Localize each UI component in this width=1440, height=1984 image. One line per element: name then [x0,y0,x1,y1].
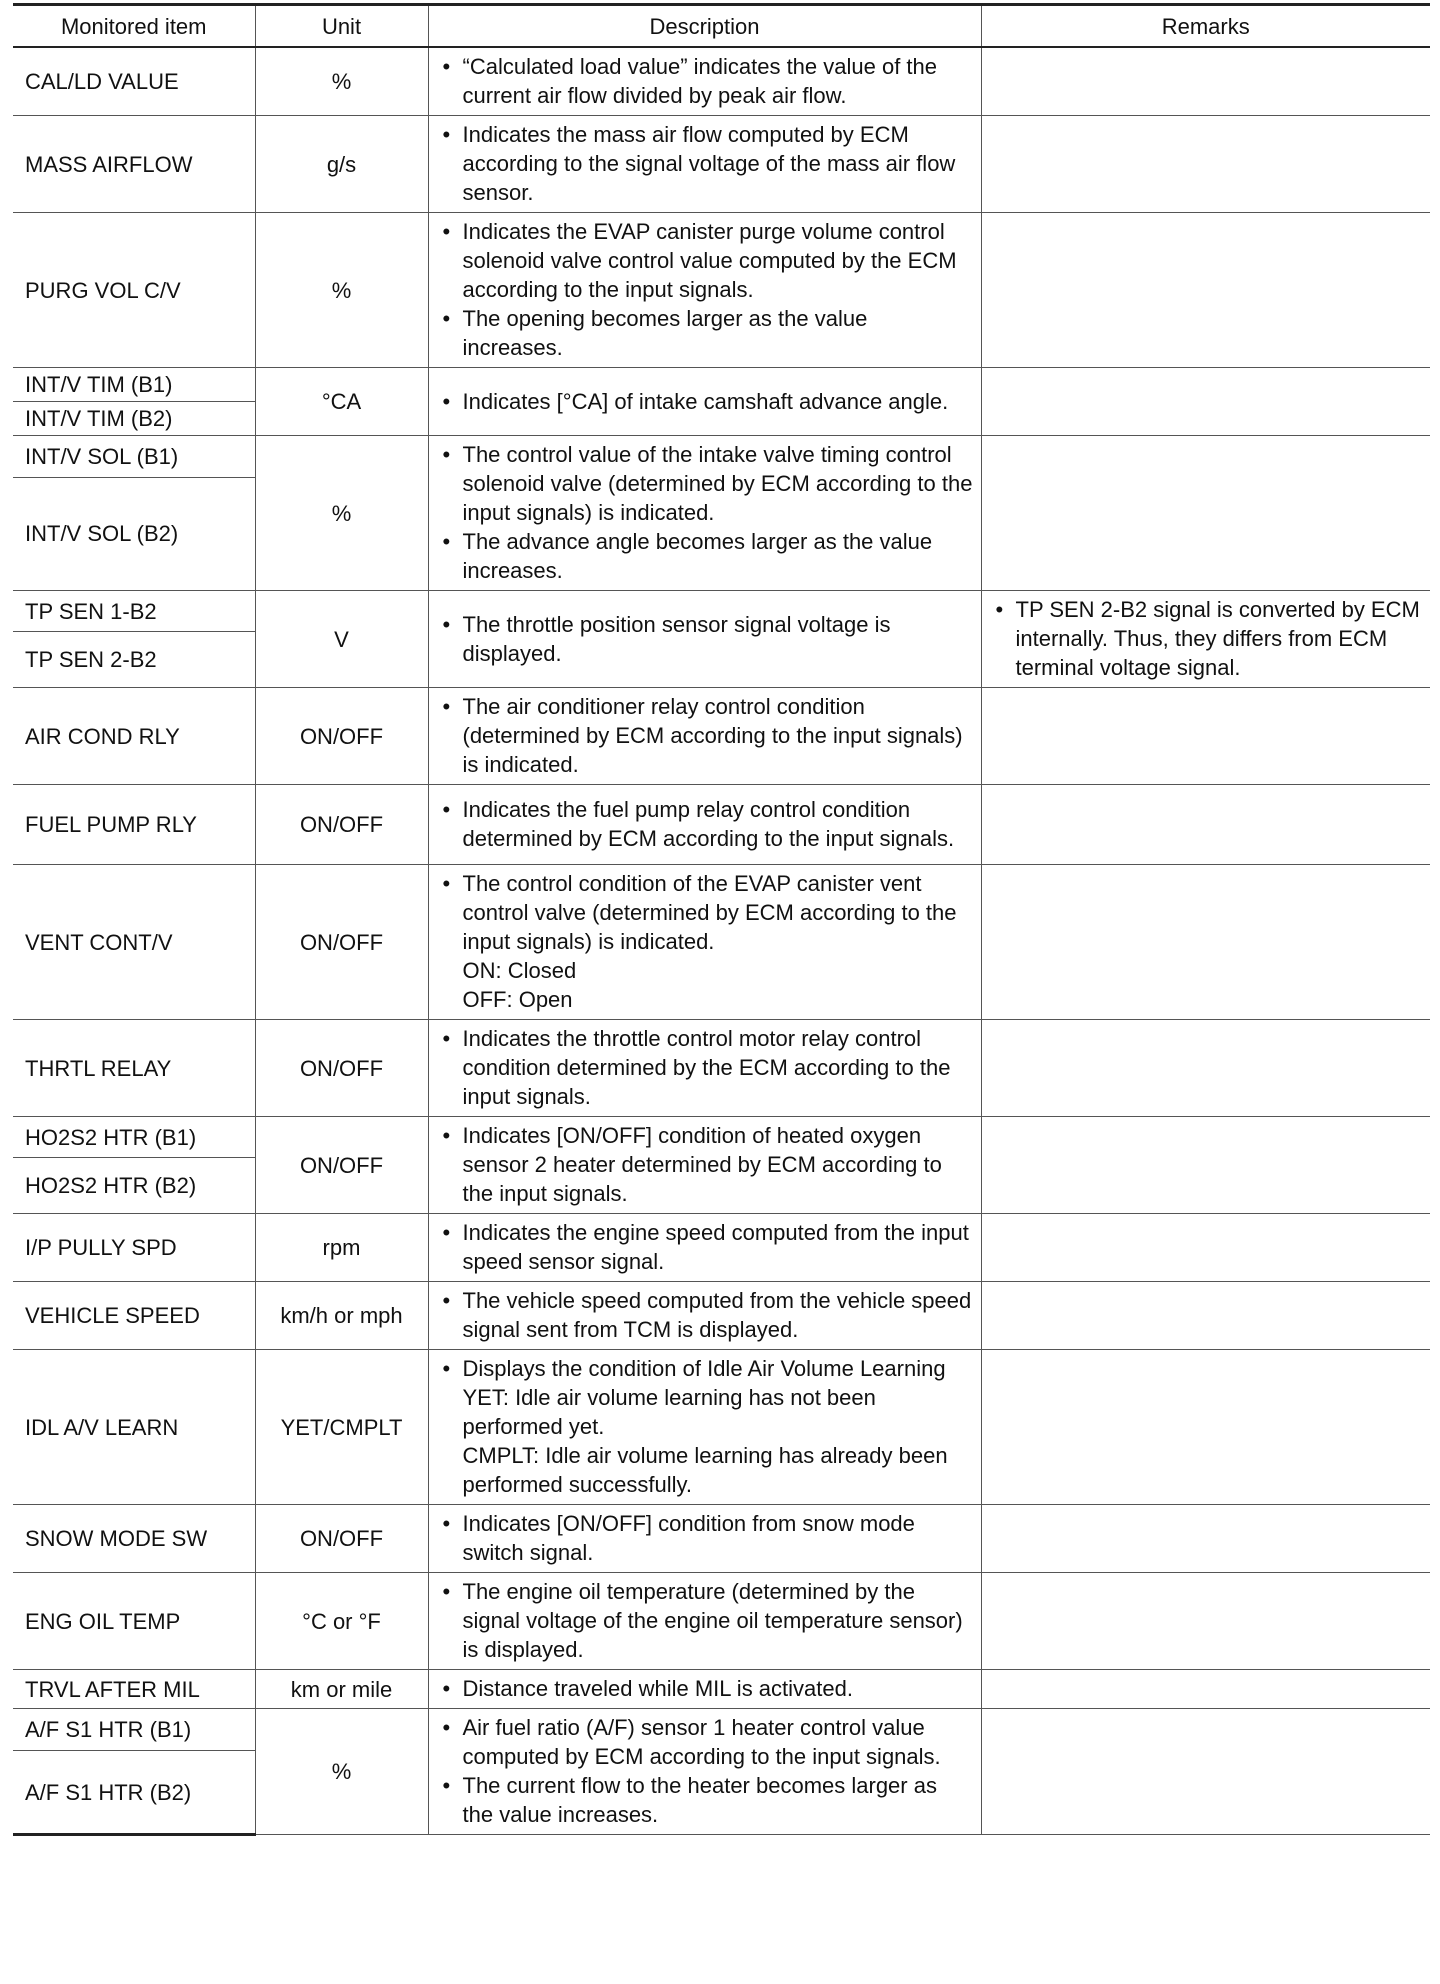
description-text: The control value of the intake valve timing control solenoid valve (determined by ECM according to the input signals) is indicated. [462,442,973,525]
description-text: Indicates [°CA] of intake camshaft advance angle. [462,388,949,414]
description-bullet [441,52,973,110]
remarks-cell [981,688,1430,785]
unit-cell: YET/CMPLT [255,1350,428,1505]
monitored-item-cell: CAL/LD VALUE [13,47,255,116]
unit-cell: ON/OFF [255,1505,428,1573]
description-cell [428,1350,981,1505]
description-list [441,869,973,1014]
monitored-item-cell: VEHICLE SPEED [13,1282,255,1350]
description-text: Indicates the mass air flow computed by ECM according to the signal voltage of the mass air flow sensor. [462,122,956,205]
description-cell [428,591,981,688]
description-text: Displays the condition of Idle Air Volume Learning [462,1356,946,1381]
remarks-bullet [994,595,1423,682]
description-cell [428,1214,981,1282]
remarks-cell [981,1350,1430,1505]
table-row [13,213,1430,368]
description-bullet [441,1024,973,1111]
monitored-item-cell: PURG VOL C/V [13,213,255,368]
description-list [441,52,973,110]
unit-cell: ON/OFF [255,1117,428,1214]
table-row [13,1505,1430,1573]
description-subline: CMPLT: Idle air volume learning has already been performed successfully. [462,1443,948,1497]
remarks-list [994,595,1423,682]
monitored-item-cell: ENG OIL TEMP [13,1573,255,1670]
description-cell [428,1117,981,1214]
description-list [441,217,973,362]
remarks-cell [981,785,1430,865]
description-text: The advance angle becomes larger as the value increases. [462,529,933,583]
description-text: Indicates the throttle control motor relay control condition determined by the ECM according to the input signals. [462,1026,951,1109]
remarks-cell [981,1020,1430,1117]
remarks-cell [981,1573,1430,1670]
description-text: The control condition of the EVAP canister vent control valve (determined by ECM according to the input signals) is indicated. [462,871,957,954]
description-bullet [441,1218,973,1276]
description-cell [428,47,981,116]
unit-cell: °CA [255,368,428,436]
description-list [441,120,973,207]
description-bullet [441,1286,973,1344]
table-row [13,1020,1430,1117]
description-cell [428,436,981,591]
description-list [441,1674,973,1703]
unit-cell: V [255,591,428,688]
table-row [13,436,1430,478]
monitored-item-cell: INT/V SOL (B1) [13,436,255,478]
monitor-item-table [13,3,1430,1836]
table-row [13,688,1430,785]
description-bullet [441,1509,973,1567]
remarks-cell [981,1117,1430,1214]
table-row [13,1214,1430,1282]
description-list [441,1024,973,1111]
table-row [13,1670,1430,1709]
description-list [441,1354,973,1499]
remarks-cell [981,591,1430,688]
remarks-cell [981,47,1430,116]
remarks-cell [981,436,1430,591]
header-monitored-item: Monitored item [13,5,255,48]
header-remarks: Remarks [981,5,1430,48]
description-bullet [441,610,973,668]
unit-cell: km/h or mph [255,1282,428,1350]
description-list [441,692,973,779]
description-cell [428,688,981,785]
remarks-cell [981,213,1430,368]
monitor-item-table-container [13,3,1430,1836]
description-text: Indicates [ON/OFF] condition of heated oxygen sensor 2 heater determined by ECM according to the input signals. [462,1123,942,1206]
monitored-item-cell: HO2S2 HTR (B1) [13,1117,255,1158]
description-bullet [441,795,973,853]
table-header-row [13,5,1430,48]
table-row [13,865,1430,1020]
unit-cell: % [255,436,428,591]
description-cell [428,785,981,865]
description-list [441,1286,973,1344]
monitored-item-cell: INT/V SOL (B2) [13,477,255,590]
unit-cell: ON/OFF [255,688,428,785]
description-cell [428,1020,981,1117]
remarks-cell [981,1505,1430,1573]
description-cell [428,1505,981,1573]
table-row [13,1573,1430,1670]
monitored-item-cell: TP SEN 1-B2 [13,591,255,632]
description-list [441,1509,973,1567]
table-row [13,1117,1430,1158]
monitored-item-cell: FUEL PUMP RLY [13,785,255,865]
description-cell [428,1709,981,1835]
description-cell [428,1282,981,1350]
header-unit: Unit [255,5,428,48]
header-description: Description [428,5,981,48]
table-row [13,785,1430,865]
description-list [441,1713,973,1829]
description-cell [428,213,981,368]
description-bullet [441,387,973,416]
description-text: The vehicle speed computed from the vehicle speed signal sent from TCM is displayed. [462,1288,972,1342]
monitored-item-cell: IDL A/V LEARN [13,1350,255,1505]
remarks-cell [981,1670,1430,1709]
monitored-item-cell: HO2S2 HTR (B2) [13,1158,255,1214]
monitored-item-cell: A/F S1 HTR (B1) [13,1709,255,1751]
unit-cell: % [255,1709,428,1835]
table-row [13,1709,1430,1751]
description-list [441,387,973,416]
description-list [441,1218,973,1276]
description-cell [428,1670,981,1709]
remarks-cell [981,116,1430,213]
description-list [441,440,973,585]
monitored-item-cell: AIR COND RLY [13,688,255,785]
description-bullet [441,527,973,585]
description-bullet [441,1771,973,1829]
description-cell [428,368,981,436]
remarks-text: TP SEN 2-B2 signal is converted by ECM internally. Thus, they differs from ECM terminal voltage signal. [1015,597,1420,680]
description-cell [428,865,981,1020]
description-subline: ON: Closed [462,958,577,983]
table-row [13,1282,1430,1350]
description-text: Indicates the EVAP canister purge volume control solenoid valve control value computed by the ECM according to the input signals. [462,219,957,302]
unit-cell: °C or °F [255,1573,428,1670]
unit-cell: rpm [255,1214,428,1282]
monitored-item-cell: INT/V TIM (B2) [13,402,255,436]
description-text: “Calculated load value” indicates the value of the current air flow divided by peak air flow. [462,54,938,108]
description-list [441,795,973,853]
unit-cell: % [255,47,428,116]
table-row [13,116,1430,213]
description-text: Indicates the fuel pump relay control condition determined by ECM according to the input signals. [462,797,955,851]
table-body [13,47,1430,1835]
unit-cell: ON/OFF [255,785,428,865]
monitored-item-cell: THRTL RELAY [13,1020,255,1117]
unit-cell: ON/OFF [255,1020,428,1117]
table-row [13,1350,1430,1505]
description-list [441,1121,973,1208]
remarks-cell [981,1214,1430,1282]
monitored-item-cell: A/F S1 HTR (B2) [13,1751,255,1835]
description-bullet [441,120,973,207]
description-bullet [441,217,973,304]
description-bullet [441,440,973,527]
monitored-item-cell: I/P PULLY SPD [13,1214,255,1282]
description-text: The current flow to the heater becomes larger as the value increases. [462,1773,937,1827]
description-list [441,610,973,668]
description-bullet [441,1121,973,1208]
unit-cell: km or mile [255,1670,428,1709]
remarks-cell [981,865,1430,1020]
unit-cell: % [255,213,428,368]
description-text: Indicates [ON/OFF] condition from snow mode switch signal. [462,1511,915,1565]
description-bullet [441,1577,973,1664]
description-text: The opening becomes larger as the value increases. [462,306,868,360]
table-row [13,47,1430,116]
monitored-item-cell: SNOW MODE SW [13,1505,255,1573]
unit-cell: ON/OFF [255,865,428,1020]
monitored-item-cell: MASS AIRFLOW [13,116,255,213]
remarks-cell [981,1282,1430,1350]
description-bullet [441,1713,973,1771]
description-bullet [441,692,973,779]
table-row [13,368,1430,402]
monitored-item-cell: TRVL AFTER MIL [13,1670,255,1709]
table-row [13,591,1430,632]
description-subline: OFF: Open [462,987,573,1012]
description-bullet [441,869,973,1014]
description-text: Air fuel ratio (A/F) sensor 1 heater control value computed by ECM according to the input signals. [462,1715,941,1769]
description-bullet [441,1674,973,1703]
unit-cell: g/s [255,116,428,213]
description-bullet [441,304,973,362]
description-text: The engine oil temperature (determined by the signal voltage of the engine oil temperature sensor) is displayed. [462,1579,963,1662]
description-bullet [441,1354,973,1499]
monitored-item-cell: TP SEN 2-B2 [13,632,255,688]
description-text: The throttle position sensor signal voltage is displayed. [462,611,891,666]
description-text: The air conditioner relay control condition (determined by ECM according to the input signals) is indicated. [462,694,963,777]
monitored-item-cell: VENT CONT/V [13,865,255,1020]
description-list [441,1577,973,1664]
description-cell [428,116,981,213]
description-cell [428,1573,981,1670]
description-text: Indicates the engine speed computed from the input speed sensor signal. [462,1220,969,1274]
description-text: Distance traveled while MIL is activated. [462,1676,853,1701]
remarks-cell [981,1709,1430,1835]
monitored-item-cell: INT/V TIM (B1) [13,368,255,402]
remarks-cell [981,368,1430,436]
description-subline: YET: Idle air volume learning has not been performed yet. [462,1385,876,1439]
